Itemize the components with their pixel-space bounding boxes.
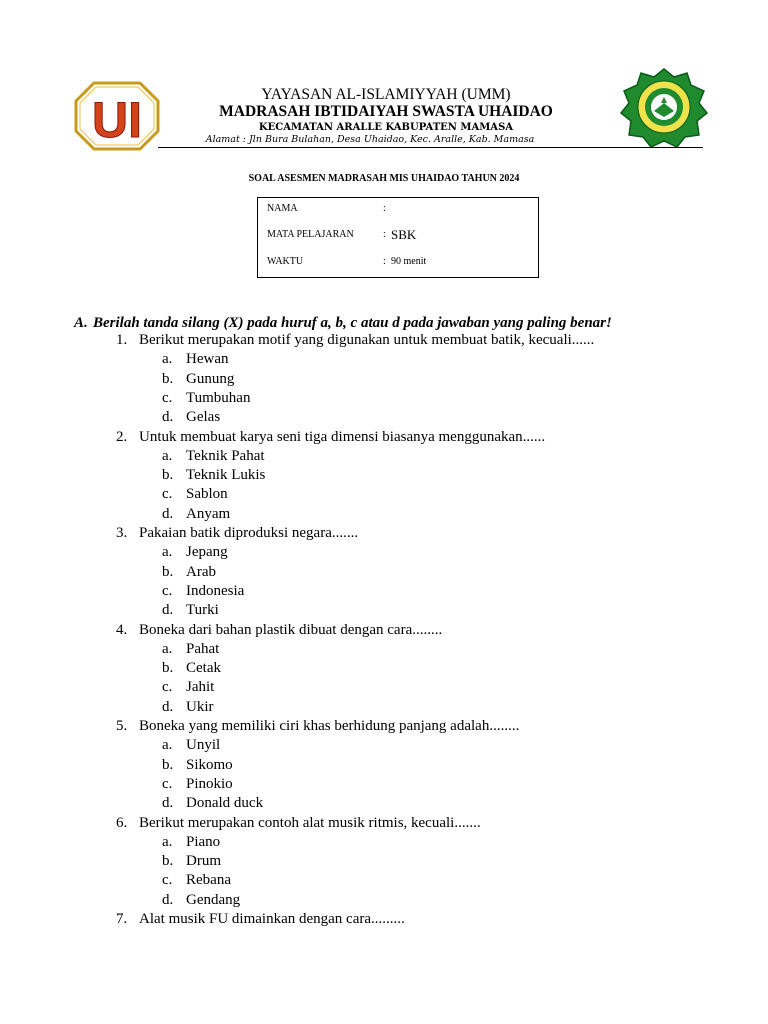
option-letter: a. [162, 544, 173, 561]
question-6 [116, 815, 481, 832]
answer-option-4-b[interactable] [162, 660, 221, 677]
option-text: Gendang [186, 891, 241, 908]
option-text: Pinokio [186, 775, 233, 792]
question-number: 2. [116, 428, 128, 445]
answer-option-1-c[interactable] [162, 390, 250, 407]
question-text: Untuk membuat karya seni tiga dimensi biasanya menggunakan...... [139, 428, 546, 445]
option-text: Gelas [186, 409, 221, 426]
option-text: Ukir [186, 698, 214, 715]
question-text: Berikut merupakan motif yang digunakan untuk membuat batik, kecuali...... [139, 332, 595, 348]
option-letter: d. [162, 795, 174, 812]
exam-title: SOAL ASESMEN MADRASAH MIS UHAIDAO TAHUN 2024 [248, 173, 520, 184]
mata-pelajaran-value: SBK [391, 227, 417, 242]
option-text: Turki [186, 602, 219, 619]
option-text: Tumbuhan [186, 389, 251, 406]
question-text: Alat musik FU dimainkan dengan cara......... [139, 911, 405, 927]
header-divider [158, 147, 703, 148]
answer-option-6-b[interactable] [162, 853, 221, 870]
option-letter: a. [162, 447, 173, 464]
answer-option-2-b[interactable] [162, 467, 265, 484]
answer-option-3-a[interactable] [162, 544, 228, 561]
question-text: Boneka dari bahan plastik dibuat dengan cara........ [139, 621, 443, 638]
option-text: Indonesia [186, 582, 245, 599]
question-text: Pakaian batik diproduksi negara....... [139, 525, 359, 541]
waktu-colon: : [383, 256, 386, 267]
option-letter: d. [162, 409, 174, 426]
option-letter: b. [162, 370, 174, 387]
option-letter: c. [162, 486, 173, 503]
option-letter: a. [162, 351, 173, 368]
option-text: Jepang [186, 544, 228, 561]
section-letter: A. [74, 315, 88, 331]
option-text: Pahat [186, 640, 220, 657]
option-letter: c. [162, 775, 173, 792]
option-text: Gunung [186, 370, 235, 387]
option-text: Unyil [186, 737, 221, 754]
option-text: Cetak [186, 660, 221, 677]
nama-label: NAMA [267, 203, 298, 214]
answer-option-5-b[interactable] [162, 757, 233, 774]
option-text: Anyam [186, 505, 231, 522]
option-letter: c. [162, 582, 173, 599]
school-logo-left [74, 81, 160, 151]
mata-pelajaran-colon: : [383, 229, 386, 240]
ministry-emblem-right [619, 67, 709, 147]
option-text: Sablon [186, 486, 228, 503]
logo-left-text: UI [92, 92, 142, 148]
option-letter: b. [162, 467, 174, 484]
option-text: Teknik Pahat [186, 447, 265, 464]
option-text: Arab [186, 563, 216, 580]
answer-option-1-a[interactable] [162, 351, 228, 368]
option-letter: b. [162, 660, 174, 677]
question-number: 6. [116, 814, 128, 831]
option-text: Teknik Lukis [186, 467, 266, 484]
option-text: Jahit [186, 679, 215, 696]
answer-option-1-b[interactable] [162, 371, 234, 388]
question-number: 4. [116, 621, 128, 638]
question-number: 3. [116, 525, 128, 541]
school-address: Alamat : Jln Bura Bulahan, Desa Uhaidao, Kec. Aralle, Kab. Mamasa [205, 134, 535, 145]
question-number: 5. [116, 718, 128, 734]
option-letter: d. [162, 698, 174, 715]
district-name: KECAMATAN ARALLE KABUPATEN MAMASA [258, 122, 514, 133]
answer-option-4-c[interactable] [162, 679, 214, 696]
option-text: Drum [186, 853, 221, 870]
option-text: Sikomo [186, 756, 233, 773]
question-number: 7. [116, 911, 128, 927]
answer-option-2-c[interactable] [162, 486, 228, 503]
question-4 [116, 622, 442, 639]
answer-option-4-a[interactable] [162, 641, 219, 658]
waktu-value: 90 menit [391, 256, 427, 267]
question-2 [116, 429, 545, 446]
answer-option-5-a[interactable] [162, 737, 220, 754]
question-3 [116, 525, 358, 542]
answer-option-6-c[interactable] [162, 872, 231, 889]
answer-option-6-a[interactable] [162, 834, 220, 851]
question-5 [116, 718, 519, 735]
school-name: MADRASAH IBTIDAIYAH SWASTA UHAIDAO [219, 103, 553, 120]
option-letter: d. [162, 602, 174, 619]
answer-option-5-c[interactable] [162, 776, 233, 793]
answer-option-3-c[interactable] [162, 583, 244, 600]
option-letter: a. [162, 833, 173, 850]
option-text: Donald duck [186, 795, 264, 812]
answer-option-3-b[interactable] [162, 564, 216, 581]
option-letter: c. [162, 389, 173, 406]
option-letter: d. [162, 505, 174, 522]
question-1 [116, 332, 594, 349]
student-identity-box [257, 197, 539, 278]
nama-colon: : [383, 203, 386, 214]
option-letter: b. [162, 563, 174, 580]
foundation-name: YAYASAN AL-ISLAMIYYAH (UMM) [261, 86, 511, 103]
option-text: Piano [186, 833, 221, 850]
answer-option-3-d[interactable] [162, 602, 219, 619]
option-letter: b. [162, 756, 174, 773]
option-letter: a. [162, 640, 173, 657]
answer-option-4-d[interactable] [162, 699, 214, 716]
option-text: Rebana [186, 872, 231, 889]
answer-option-2-d[interactable] [162, 506, 230, 523]
question-number: 1. [116, 332, 128, 348]
option-text: Hewan [186, 351, 229, 368]
option-letter: a. [162, 737, 173, 754]
section-instruction [74, 315, 612, 332]
option-letter: c. [162, 872, 173, 889]
answer-option-5-d[interactable] [162, 795, 263, 812]
mata-pelajaran-label: MATA PELAJARAN [267, 229, 354, 240]
answer-option-2-a[interactable] [162, 448, 265, 465]
question-7 [116, 911, 405, 928]
answer-option-6-d[interactable] [162, 892, 240, 909]
answer-option-1-d[interactable] [162, 409, 220, 426]
option-letter: c. [162, 679, 173, 696]
option-letter: d. [162, 891, 174, 908]
option-letter: b. [162, 853, 174, 870]
question-text: Boneka yang memiliki ciri khas berhidung panjang adalah........ [139, 718, 520, 734]
instruction-text: Berilah tanda silang (X) pada huruf a, b, c atau d pada jawaban yang paling benar! [93, 315, 612, 331]
question-text: Berikut merupakan contoh alat musik ritmis, kecuali....... [139, 814, 481, 831]
waktu-label: WAKTU [267, 256, 304, 267]
